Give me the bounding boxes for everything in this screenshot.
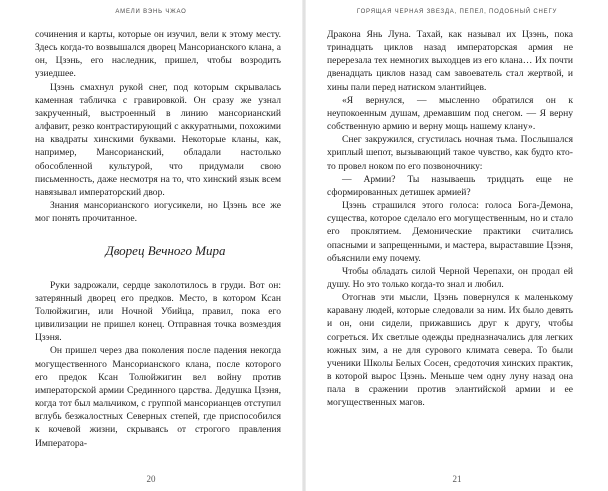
left-paragraph-5: Он пришел через два поколения после падения некогда могущественного Мансорианского клана, после которого его предок Ксан Толюйжигин вел войну против императорской армии Срединного царства. Дедушка Цзэня, когда тот был мальчиком, с группой мансорианцев отступил вглубь безжалостных Северных степей, где приспособился к кочевой жизни, скрываясь от строгого правления Императора- bbox=[35, 345, 281, 449]
right-page-number: 21 bbox=[452, 474, 462, 484]
left-running-head: АМЕЛИ ВЭНЬ ЧЖАО bbox=[115, 9, 187, 15]
left-page bbox=[0, 0, 302, 491]
left-paragraph-2: Цзэнь смахнул рукой снег, под которым скрывалась каменная табличка с гравировкой. Он сразу же узнал закрученный, выстроенный в линию мансорианский алфавит, резко контрастирующий с аккуратными, похожими на квадраты хинскими буквами. Некоторые кланы, как, например, Мансорианский, обладали настолько обособленной культурой, что придумали свою письменность, даже несмотря на то, что хинский язык всем навязывал императорский двор. bbox=[35, 81, 281, 198]
chapter-title: Дворец Вечного Мира bbox=[105, 243, 226, 259]
right-paragraph-2: «Я вернулся, — мысленно обратился он к неупокоенным душам, дремавшим под снегом. — Я верну собственную армию и верну мощь нашему клану». bbox=[327, 94, 573, 133]
left-paragraph-4: Руки задрожали, сердце заколотилось в груди. Вот он: затерянный дворец его предков. Место, в котором Ксан Толюйжигин, или Ночной Убийца, правил, пока его цивилизации не пришел конец. Отправная точка возмездия Цзэня. bbox=[35, 279, 281, 344]
right-paragraph-6: Чтобы обладать силой Черной Черепахи, он продал ей душу. Но это только когда-то знал и любил. bbox=[327, 265, 573, 290]
right-paragraph-4: — Армии? Ты называешь тридцать еще не сформированных детишек армией? bbox=[327, 173, 573, 198]
right-paragraph-1: Дракона Янь Луна. Тахай, как называл их Цзэнь, пока тринадцать циклов назад императорская армия не перерезала тех немногих выходцев из его клана… Их почти двенадцать циклов назад сам завоеватель стал жертвой, и хины пали перед натиском элантийцев. bbox=[327, 29, 573, 93]
right-running-head: ГОРЯЩАЯ ЧЕРНАЯ ЗВЕЗДА, ПЕПЕЛ, ПОДОБНЫЙ СНЕГУ bbox=[356, 9, 558, 15]
right-paragraph-3: Снег закружился, сгустилась ночная тьма. Послышался хриплый шепот, вызывающий такое чувство, как будто кто-то провел ноком по его позвоночнику: bbox=[327, 134, 573, 172]
left-paragraph-3: Знания мансорианского иогусикели, но Цзэнь все же мог понять прочитанное. bbox=[35, 200, 281, 225]
spacer bbox=[35, 225, 281, 238]
right-paragraph-7: Отогнав эти мысли, Цзэнь повернулся к маленькому каравану людей, которые следовали за ним. Их было девять и он, они сидели, прижавшись друг к другу, чтобы согреться. Их светлые одежды предназначались для легких южных зим, а не для сурового климата севера. То были ученики Школы Белых Сосен, средоточия хинских практик, в которой вырос Цзэнь. Меньше чем одну луну назад она пала в сражении против элантийской армии и ее могущественных магов. bbox=[327, 292, 573, 409]
right-page bbox=[306, 0, 608, 491]
spacer bbox=[35, 265, 281, 278]
left-page-text bbox=[35, 28, 281, 450]
left-paragraph-1: сочинения и карты, которые он изучил, вели к этому месту. Здесь когда-то возвышался дворец Мансорианского клана, а он, Цзэнь, его наследник, пришел, чтобы возродить узиедшее. bbox=[35, 29, 281, 80]
left-page-number: 20 bbox=[146, 474, 156, 484]
right-paragraph-5: Цзэнь страшился этого голоса: голоса Бога-Демона, существа, которое сделало его могущественным, но и стало его проклятием. Демонические практики считались опасными и запрещенными, и мастера, выраставшие Цзэня, объяснили ему почему. bbox=[327, 200, 573, 264]
right-page-text bbox=[327, 28, 573, 410]
